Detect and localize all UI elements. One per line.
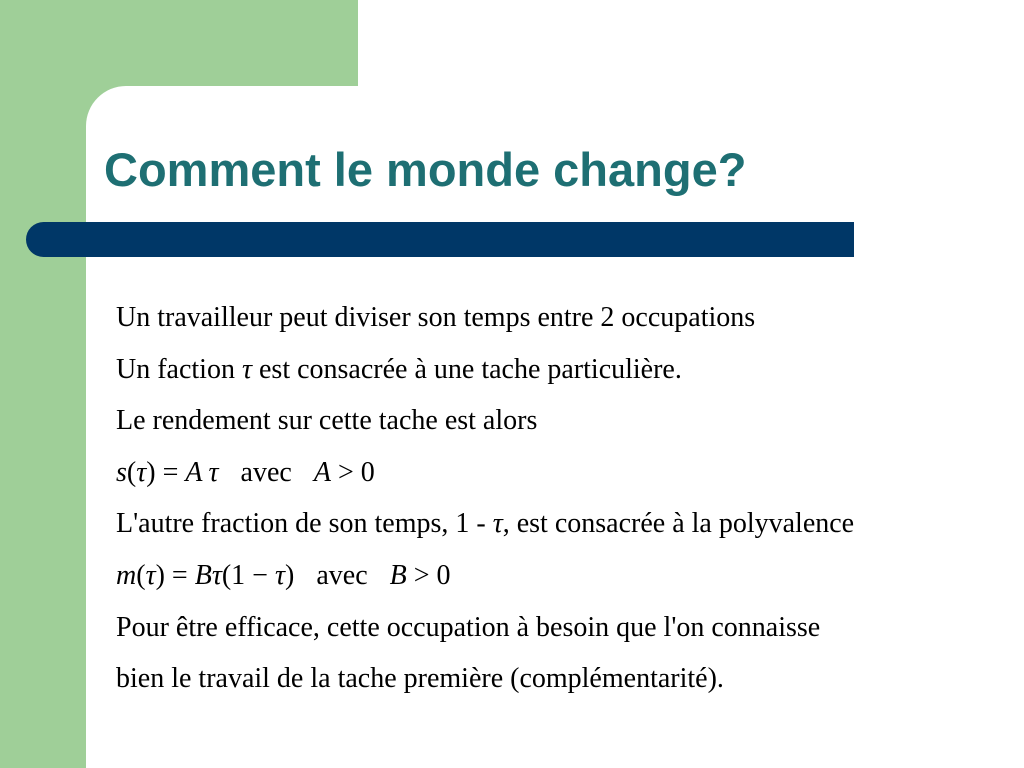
eq-s-function: s bbox=[116, 456, 127, 488]
body-line-5-start: L'autre fraction de son temps, 1 - bbox=[116, 508, 493, 540]
eq-m-paren-open: ( bbox=[136, 559, 146, 591]
equation-s bbox=[116, 447, 1006, 499]
eq-s-tau: τ bbox=[136, 456, 147, 488]
equation-m bbox=[116, 550, 1006, 602]
eq-s-zero: 0 bbox=[360, 456, 375, 488]
eq-m-close-paren-2: ) bbox=[285, 559, 295, 591]
eq-m-function: m bbox=[116, 559, 137, 591]
eq-m-tau-2: τ bbox=[211, 559, 222, 591]
body-line-2-start: Un faction bbox=[116, 353, 242, 385]
eq-m-greater-than: > bbox=[406, 559, 437, 591]
slide-title: Comment le monde change? bbox=[104, 143, 747, 196]
eq-m-equals: = bbox=[164, 559, 195, 591]
title-underline-bar bbox=[26, 222, 854, 257]
body-line-5-end: , est consacrée à la polyvalence bbox=[502, 508, 855, 540]
body-line-8: bien le travail de la tache première (complémentarité). bbox=[116, 663, 724, 695]
eq-s-tau-2: τ bbox=[208, 456, 219, 488]
tau-symbol-2: τ bbox=[492, 508, 503, 540]
eq-s-avec: avec bbox=[240, 456, 292, 488]
body-line-2 bbox=[116, 344, 1006, 396]
eq-m-paren-close: ) bbox=[155, 559, 165, 591]
slide-body bbox=[116, 292, 1006, 705]
eq-m-zero: 0 bbox=[436, 559, 451, 591]
eq-s-equals: = bbox=[155, 456, 186, 488]
body-line-1: Un travailleur peut diviser son temps entre 2 occupations bbox=[116, 302, 756, 333]
body-line-5 bbox=[116, 498, 1006, 550]
body-line-3: Le rendement sur cette tache est alors bbox=[116, 405, 538, 437]
body-line-2-end: est consacrée à une tache particulière. bbox=[252, 353, 682, 385]
eq-s-paren-open: ( bbox=[126, 456, 137, 488]
eq-s-paren-close: ) bbox=[146, 456, 156, 488]
tau-symbol: τ bbox=[241, 353, 252, 385]
eq-m-open-paren-2: (1 − bbox=[221, 559, 275, 591]
eq-m-B-condition: B bbox=[389, 559, 407, 591]
eq-m-avec: avec bbox=[316, 559, 368, 591]
eq-s-greater-than: > bbox=[330, 456, 361, 488]
eq-m-tau-3: τ bbox=[274, 559, 286, 591]
eq-s-A-condition: A bbox=[313, 456, 331, 488]
eq-s-A: A bbox=[185, 456, 203, 488]
body-line-7: Pour être efficace, cette occupation à besoin que l'on connaisse bbox=[116, 611, 821, 643]
eq-m-B: B bbox=[194, 559, 212, 591]
eq-m-tau: τ bbox=[145, 559, 156, 591]
